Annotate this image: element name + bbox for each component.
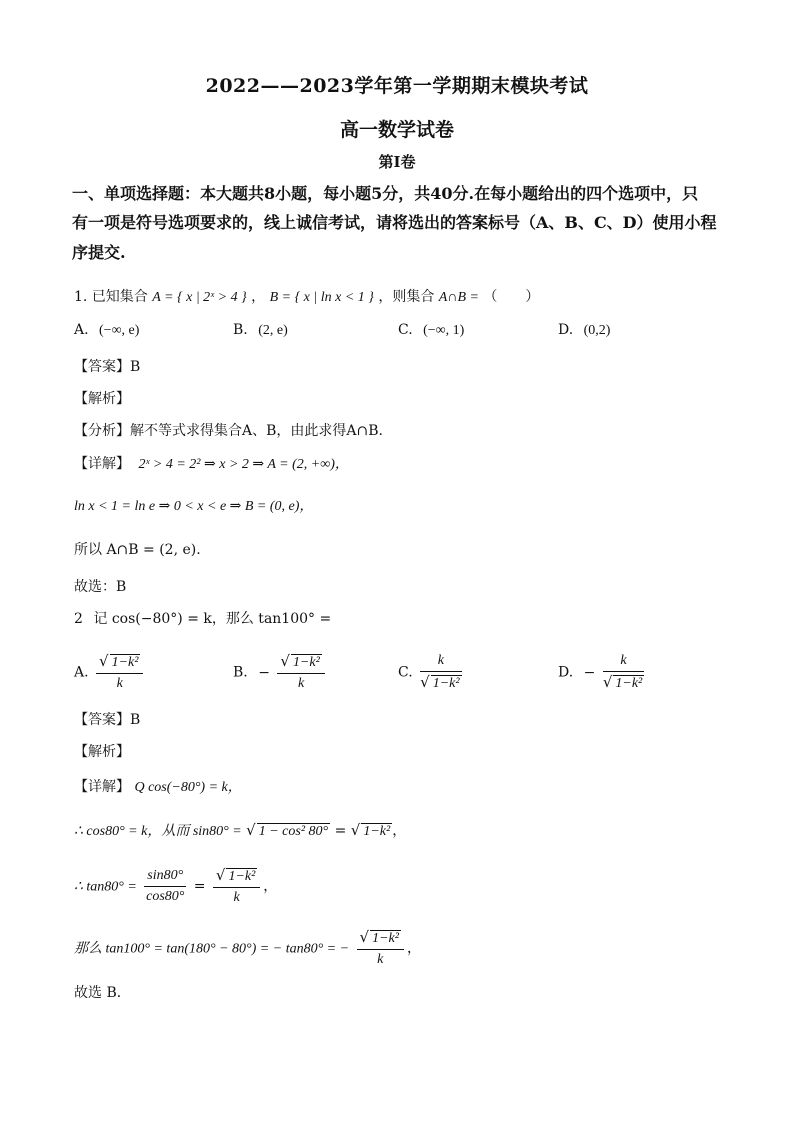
section-instructions-line2: 有一项是符号选项要求的，线上诚信考试，请将选出的答案标号（A、B、C、D）使用小程 (72, 213, 717, 232)
q2-detail-4 (74, 928, 421, 969)
q2-option-c (398, 652, 465, 693)
question-1-prefix: 已知集合 (91, 289, 148, 305)
sqrt-expr: 1−k² (292, 655, 320, 670)
sqrt-expr: 1−k² (228, 869, 256, 884)
denominator: k (116, 676, 123, 691)
option-label: A. (74, 322, 89, 338)
radical-icon: √ (246, 821, 256, 839)
sqrt-expr: 1−k² (372, 931, 399, 946)
sqrt-expr: 1−k² (111, 655, 139, 670)
detail-tag: 【详解】 (74, 456, 130, 472)
question-2-text: 记 cos(−80°) = k，那么 tan100° = (93, 611, 332, 627)
q1-detail-2: ln x < 1 = ln e ⇒ 0 < x < e ⇒ B = (0, e)， (74, 499, 314, 514)
numerator: k (420, 652, 461, 672)
radical-icon: √ (359, 928, 370, 946)
q1-option-b (233, 320, 288, 341)
sqrt-expr: 1−k² (615, 676, 643, 691)
fraction (96, 652, 143, 693)
punctuation: ， (392, 823, 407, 839)
denominator: k (297, 676, 305, 691)
q1-analysis-tag: 【解析】 (74, 391, 130, 407)
q2-answer (74, 710, 140, 730)
exam-subtitle: 高一数学试卷 (339, 119, 454, 141)
answer-tag: 【答案】 (74, 359, 130, 375)
option-label: B. (233, 664, 248, 681)
set-b-definition: B = { x | ln x < 1 } (269, 290, 374, 305)
option-label: C. (398, 322, 413, 338)
exam-title: 2022——2023学年第一学期期末模块考试 (205, 75, 589, 97)
radical-icon: √ (215, 866, 226, 884)
detail-line: 2ˣ > 4 = 2² ⇒ x > 2 ⇒ A = (2, +∞)， (138, 457, 349, 472)
intersection-ask: A∩B = (438, 290, 479, 305)
equals-sign: = (334, 823, 347, 839)
fraction (144, 867, 186, 906)
option-label: B. (233, 322, 248, 338)
answer-paren: （ ） (483, 289, 540, 305)
fenxi-text: 解不等式求得集合A、B，由此求得A∩B. (130, 423, 383, 439)
radical-icon: √ (350, 821, 361, 839)
sqrt-expr: 1−k² (363, 824, 391, 839)
q2-option-b (233, 652, 328, 693)
q2-option-a (74, 652, 146, 693)
option-label: A. (74, 664, 89, 681)
fraction (277, 652, 324, 693)
q2-detail-2 (74, 820, 406, 842)
option-label: D. (558, 664, 574, 681)
radical-icon: √ (99, 652, 109, 670)
answer-value: B (130, 712, 141, 728)
numerator: k (603, 652, 644, 672)
q1-option-c (398, 320, 464, 341)
q1-option-a (74, 320, 139, 341)
fraction (213, 866, 260, 907)
option-value: (−∞, 1) (423, 323, 465, 338)
fraction (420, 652, 461, 693)
equals-sign: = (193, 878, 206, 895)
volume-label: 第I卷 (378, 153, 416, 171)
q2-option-d (558, 652, 647, 693)
option-value: (0,2) (583, 323, 611, 338)
q1-detail-1 (74, 454, 349, 475)
option-value: (2, e) (258, 323, 288, 338)
fenxi-tag: 【分析】 (74, 423, 130, 439)
q1-option-d (558, 320, 610, 341)
question-2-number: 2 (74, 611, 83, 627)
fraction (357, 928, 404, 969)
detail-line: Q cos(−80°) = k， (134, 780, 242, 795)
option-label: D. (558, 322, 574, 338)
detail-tag: 【详解】 (74, 779, 130, 795)
section-instructions-line1: 一、单项选择题：本大题共8小题，每小题5分，共40分.在每小题给出的四个选项中，只 (72, 184, 699, 203)
q1-conclusion: 故选：B (74, 579, 127, 595)
q2-detail-1 (74, 777, 242, 798)
q1-detail-3: 所以 A∩B = (2, e). (74, 542, 201, 558)
sqrt-expr: 1−k² (432, 676, 460, 691)
set-a-definition: A = { x | 2ˣ > 4 } (152, 290, 247, 305)
question-1-stem (74, 287, 539, 308)
q1-answer (74, 357, 140, 377)
denominator: k (233, 890, 240, 905)
question-1-number: 1. (74, 289, 88, 305)
radical-icon: √ (420, 673, 430, 691)
separator: ， (251, 289, 266, 305)
option-label: C. (398, 664, 413, 681)
section-instructions-line3: 序提交. (72, 243, 126, 262)
radical-icon: √ (602, 673, 613, 691)
question-2-stem (74, 609, 331, 629)
q2-analysis-tag: 【解析】 (74, 744, 130, 760)
punctuation: ， (406, 940, 421, 957)
denominator: cos80° (146, 889, 185, 904)
question-1-suffix: ，则集合 (378, 289, 435, 305)
numerator: sin80° (144, 867, 186, 887)
minus-sign: − (583, 664, 596, 681)
punctuation: ， (263, 878, 278, 895)
minus-sign: − (258, 664, 270, 681)
sqrt-expr: 1 − cos² 80° (258, 824, 329, 839)
detail-text: ∴ cos80° = k，从而 sin80° = (74, 824, 242, 839)
fraction (603, 652, 644, 693)
q2-detail-3 (74, 866, 277, 907)
detail-text: ∴ tan80° = (74, 879, 137, 895)
detail-text: 那么 tan100° = tan(180° − 80°) = − tan80° = − (74, 941, 350, 957)
answer-tag: 【答案】 (74, 712, 130, 728)
q1-fenxi (74, 421, 383, 441)
q2-conclusion: 故选 B． (74, 985, 131, 1001)
denominator: k (377, 952, 384, 967)
option-value: (−∞, e) (99, 323, 140, 338)
radical-icon: √ (280, 652, 290, 670)
answer-value: B (130, 359, 141, 375)
